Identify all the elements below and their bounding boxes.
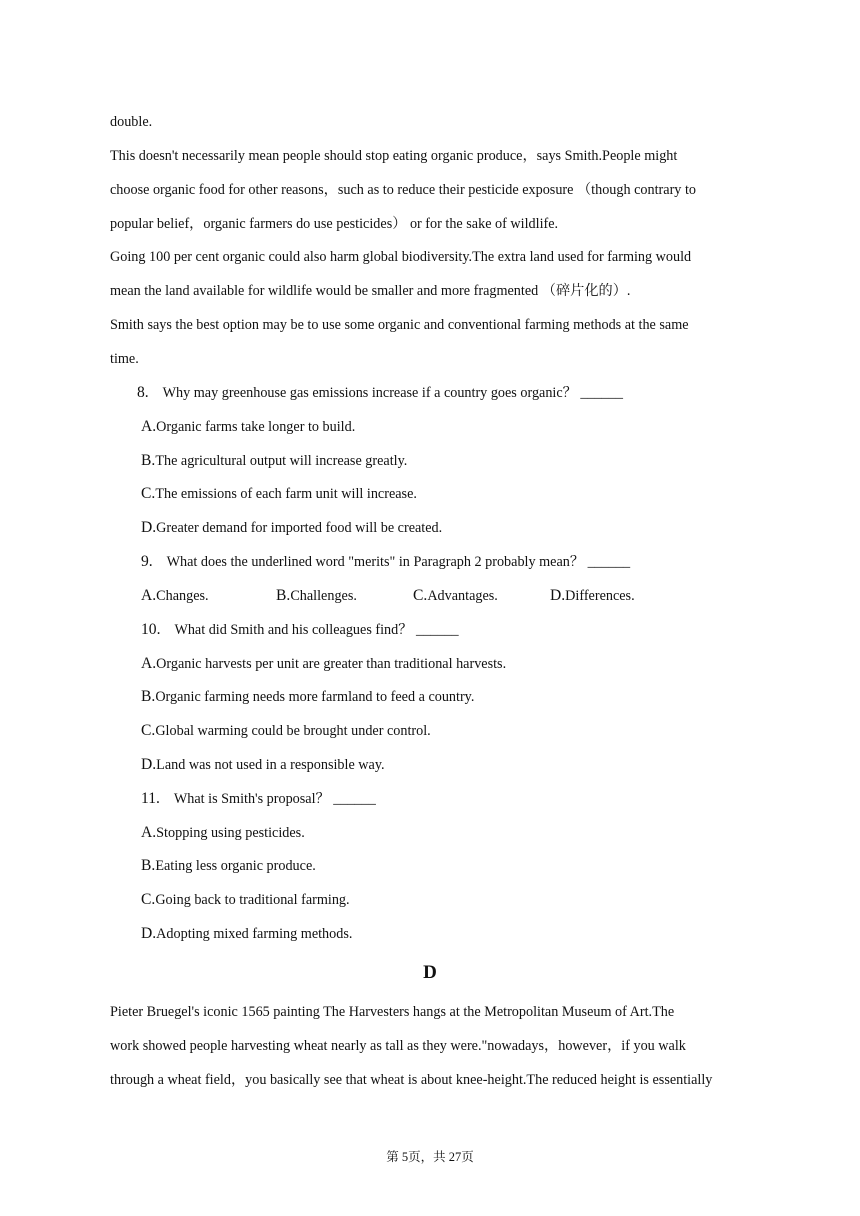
option-text: Organic farms take longer to build. [156, 419, 356, 435]
option-letter: D. [141, 756, 157, 773]
option-letter: A. [141, 587, 157, 604]
option-letter: D. [141, 925, 157, 942]
option-text: Advantages. [427, 588, 498, 604]
question-number: 10. [141, 621, 161, 638]
option-9c[interactable] [413, 587, 498, 605]
option-letter: D. [141, 519, 157, 536]
option-letter: B. [276, 587, 291, 604]
option-letter: A. [141, 655, 157, 672]
question-text: Why may greenhouse gas emissions increase if a country goes organic？ ______ [162, 385, 623, 401]
question-8 [137, 384, 623, 402]
option-10c[interactable] [141, 722, 431, 740]
question-number: 11. [141, 790, 160, 807]
option-text: Land was not used in a responsible way. [156, 757, 385, 773]
option-text: Greater demand for imported food will be created. [156, 520, 443, 536]
option-8c[interactable] [141, 485, 417, 503]
option-10a[interactable] [141, 655, 506, 673]
question-number: 9. [141, 553, 153, 570]
option-letter: A. [141, 824, 157, 841]
question-10 [141, 621, 459, 639]
option-text: Going back to traditional farming. [155, 892, 350, 908]
option-11c[interactable] [141, 891, 350, 909]
option-8b[interactable] [141, 452, 407, 470]
option-text: Stopping using pesticides. [156, 825, 305, 841]
option-text: The emissions of each farm unit will increase. [155, 486, 417, 502]
option-letter: C. [141, 485, 156, 502]
option-letter: D. [550, 587, 566, 604]
option-text: Eating less organic produce. [155, 858, 316, 874]
option-9a[interactable] [141, 587, 209, 605]
option-10d[interactable] [141, 756, 385, 774]
passage-line: Smith says the best option may be to use some organic and conventional farming methods at the same [110, 317, 689, 333]
section-heading: D [423, 962, 437, 983]
option-8a[interactable] [141, 418, 355, 436]
option-9d[interactable] [550, 587, 635, 605]
option-letter: A. [141, 418, 157, 435]
question-text: What did Smith and his colleagues find？ ______ [174, 622, 459, 638]
option-11a[interactable] [141, 824, 305, 842]
question-number: 8. [137, 384, 149, 401]
page-footer: 第 5页，共 27页 [386, 1150, 474, 1164]
question-11 [141, 790, 376, 808]
question-9 [141, 553, 630, 571]
option-11d[interactable] [141, 925, 352, 943]
option-text: Challenges. [290, 588, 357, 604]
passage-line: choose organic food for other reasons，such as to reduce their pesticide exposure （though contrary to [110, 182, 696, 198]
passage-line: Going 100 per cent organic could also harm global biodiversity.The extra land used for farming would [110, 249, 692, 265]
option-text: Organic harvests per unit are greater than traditional harvests. [156, 656, 507, 672]
passage-line: This doesn't necessarily mean people should stop eating organic produce，says Smith.People might [110, 148, 678, 164]
passage-line: time. [110, 351, 139, 367]
option-text: Differences. [565, 588, 635, 604]
option-text: Organic farming needs more farmland to feed a country. [155, 689, 475, 705]
option-letter: B. [141, 688, 156, 705]
option-letter: B. [141, 857, 156, 874]
option-text: Changes. [156, 588, 209, 604]
passage-line: work showed people harvesting wheat nearly as tall as they were."nowadays，however，if you walk [110, 1038, 686, 1054]
question-text: What is Smith's proposal？ ______ [173, 791, 376, 807]
option-text: Adopting mixed farming methods. [156, 926, 353, 942]
passage-line: mean the land available for wildlife would be smaller and more fragmented （碎片化的）. [110, 283, 631, 299]
option-9b[interactable] [276, 587, 357, 605]
option-11b[interactable] [141, 857, 316, 875]
option-letter: C. [413, 587, 428, 604]
option-letter: C. [141, 891, 156, 908]
passage-line: Pieter Bruegel's iconic 1565 painting The Harvesters hangs at the Metropolitan Museum of Art.The [110, 1004, 675, 1020]
option-text: Global warming could be brought under control. [155, 723, 431, 739]
option-letter: C. [141, 722, 156, 739]
option-letter: B. [141, 452, 156, 469]
question-text: What does the underlined word "merits" in Paragraph 2 probably mean？ ______ [166, 554, 631, 570]
passage-line: through a wheat field，you basically see that wheat is about knee-height.The reduced height is essentially [110, 1072, 713, 1088]
option-10b[interactable] [141, 688, 474, 706]
option-8d[interactable] [141, 519, 442, 537]
passage-line: double. [110, 114, 153, 130]
option-text: The agricultural output will increase greatly. [155, 453, 408, 469]
passage-line: popular belief，organic farmers do use pesticides） or for the sake of wildlife. [110, 216, 559, 232]
